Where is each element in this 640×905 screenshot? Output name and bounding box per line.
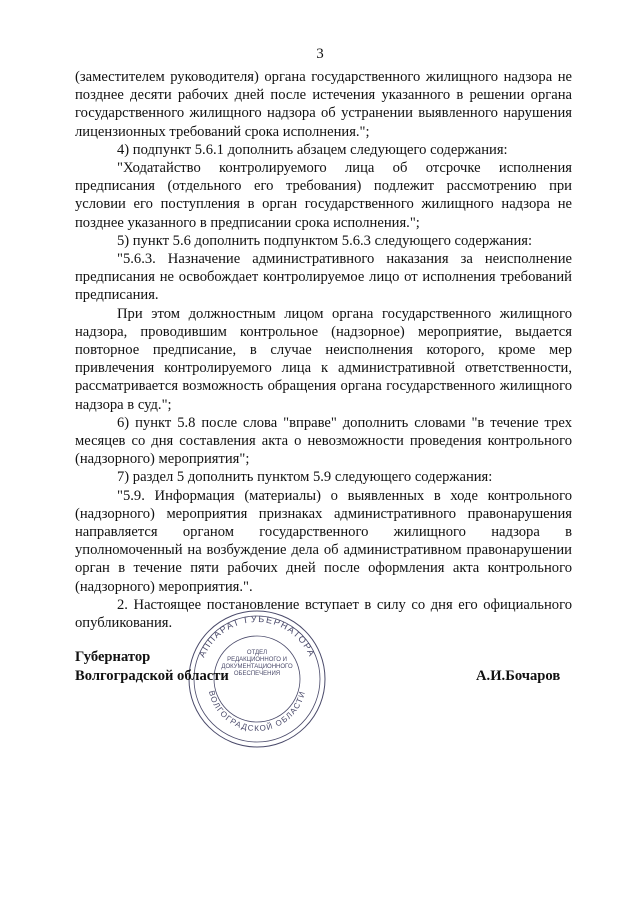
signature-title-line1: Губернатор xyxy=(75,649,151,665)
paragraph-quote-5-6-3: "5.6.3. Назначение административного наказания за неисполнение предписания не освобождает контролируемое лицо от исполнения требований предписания. xyxy=(75,251,572,304)
seal-lower-text: ВОЛГОГРАДСКОЙ ОБЛАСТИ xyxy=(206,689,308,734)
paragraph-quote-petition: "Ходатайство контролируемого лица об отсрочке исполнения предписания (отдельного его требования) подлежит рассмотрению при условии его поступления в орган государственного жилищного надзора не позднее указанного в предписании срока исполнения."; xyxy=(75,160,572,231)
signatory-name: А.И.Бочаров xyxy=(476,668,561,684)
signature-title-line2: Волгоградской области xyxy=(75,668,229,684)
seal-outer-text: АППАРАТ ГУБЕРНАТОРА xyxy=(196,613,318,659)
paragraph-quote-5-9: "5.9. Информация (материалы) о выявленных в ходе контрольного (надзорного) мероприятия признаках административного правонарушения направляется органом государственного жилищного надзора в уполномоченный на возбуждение дела об административном правонарушении орган в течение пяти рабочих дней после оформления акта контрольного (надзорного) мероприятия.". xyxy=(75,487,572,595)
paragraph-item-5: 5) пункт 5.6 дополнить подпунктом 5.6.3 следующего содержания: xyxy=(117,232,533,249)
paragraph-continuation: (заместителем руководителя) органа государственного жилищного надзора не позднее десяти рабочих дней после истечения указанного в решении органа государственного жилищного надзора об устранении выявленного нарушения лицензионных требований срока исполнения."; xyxy=(75,69,572,140)
svg-text:ВОЛГОГРАДСКОЙ ОБЛАСТИ xyxy=(207,690,307,733)
signature-title xyxy=(75,648,229,686)
paragraph-repeat-order: При этом должностным лицом органа государственного жилищного надзора, проводившим контрольное (надзорное) мероприятие, выдается повторное предписание, в случае неисполнения которого, кроме мер привлечения контролируемого лица к административной ответственности, рассматривается возможность обращения органа государственного жилищного надзора в суд."; xyxy=(75,305,572,413)
paragraph-effective-date: 2. Настоящее постановление вступает в силу со дня его официального опубликования. xyxy=(75,596,572,632)
paragraph-item-6: 6) пункт 5.8 после слова "вправе" дополнить словами "в течение трех месяцев со дня составления акта о невозможности проведения контрольного (надзорного) мероприятия"; xyxy=(75,414,572,468)
seal-center-text: ОТДЕЛ РЕДАКЦИОННОГО И ДОКУМЕНТАЦИОННОГО ОБЕСПЕЧЕНИЯ xyxy=(221,650,293,677)
paragraph-item-4: 4) подпункт 5.6.1 дополнить абзацем следующего содержания: xyxy=(117,141,508,158)
paragraph-item-7: 7) раздел 5 дополнить пунктом 5.9 следующего содержания: xyxy=(117,469,493,486)
document-body xyxy=(75,68,572,632)
page-number: 3 xyxy=(316,46,324,62)
